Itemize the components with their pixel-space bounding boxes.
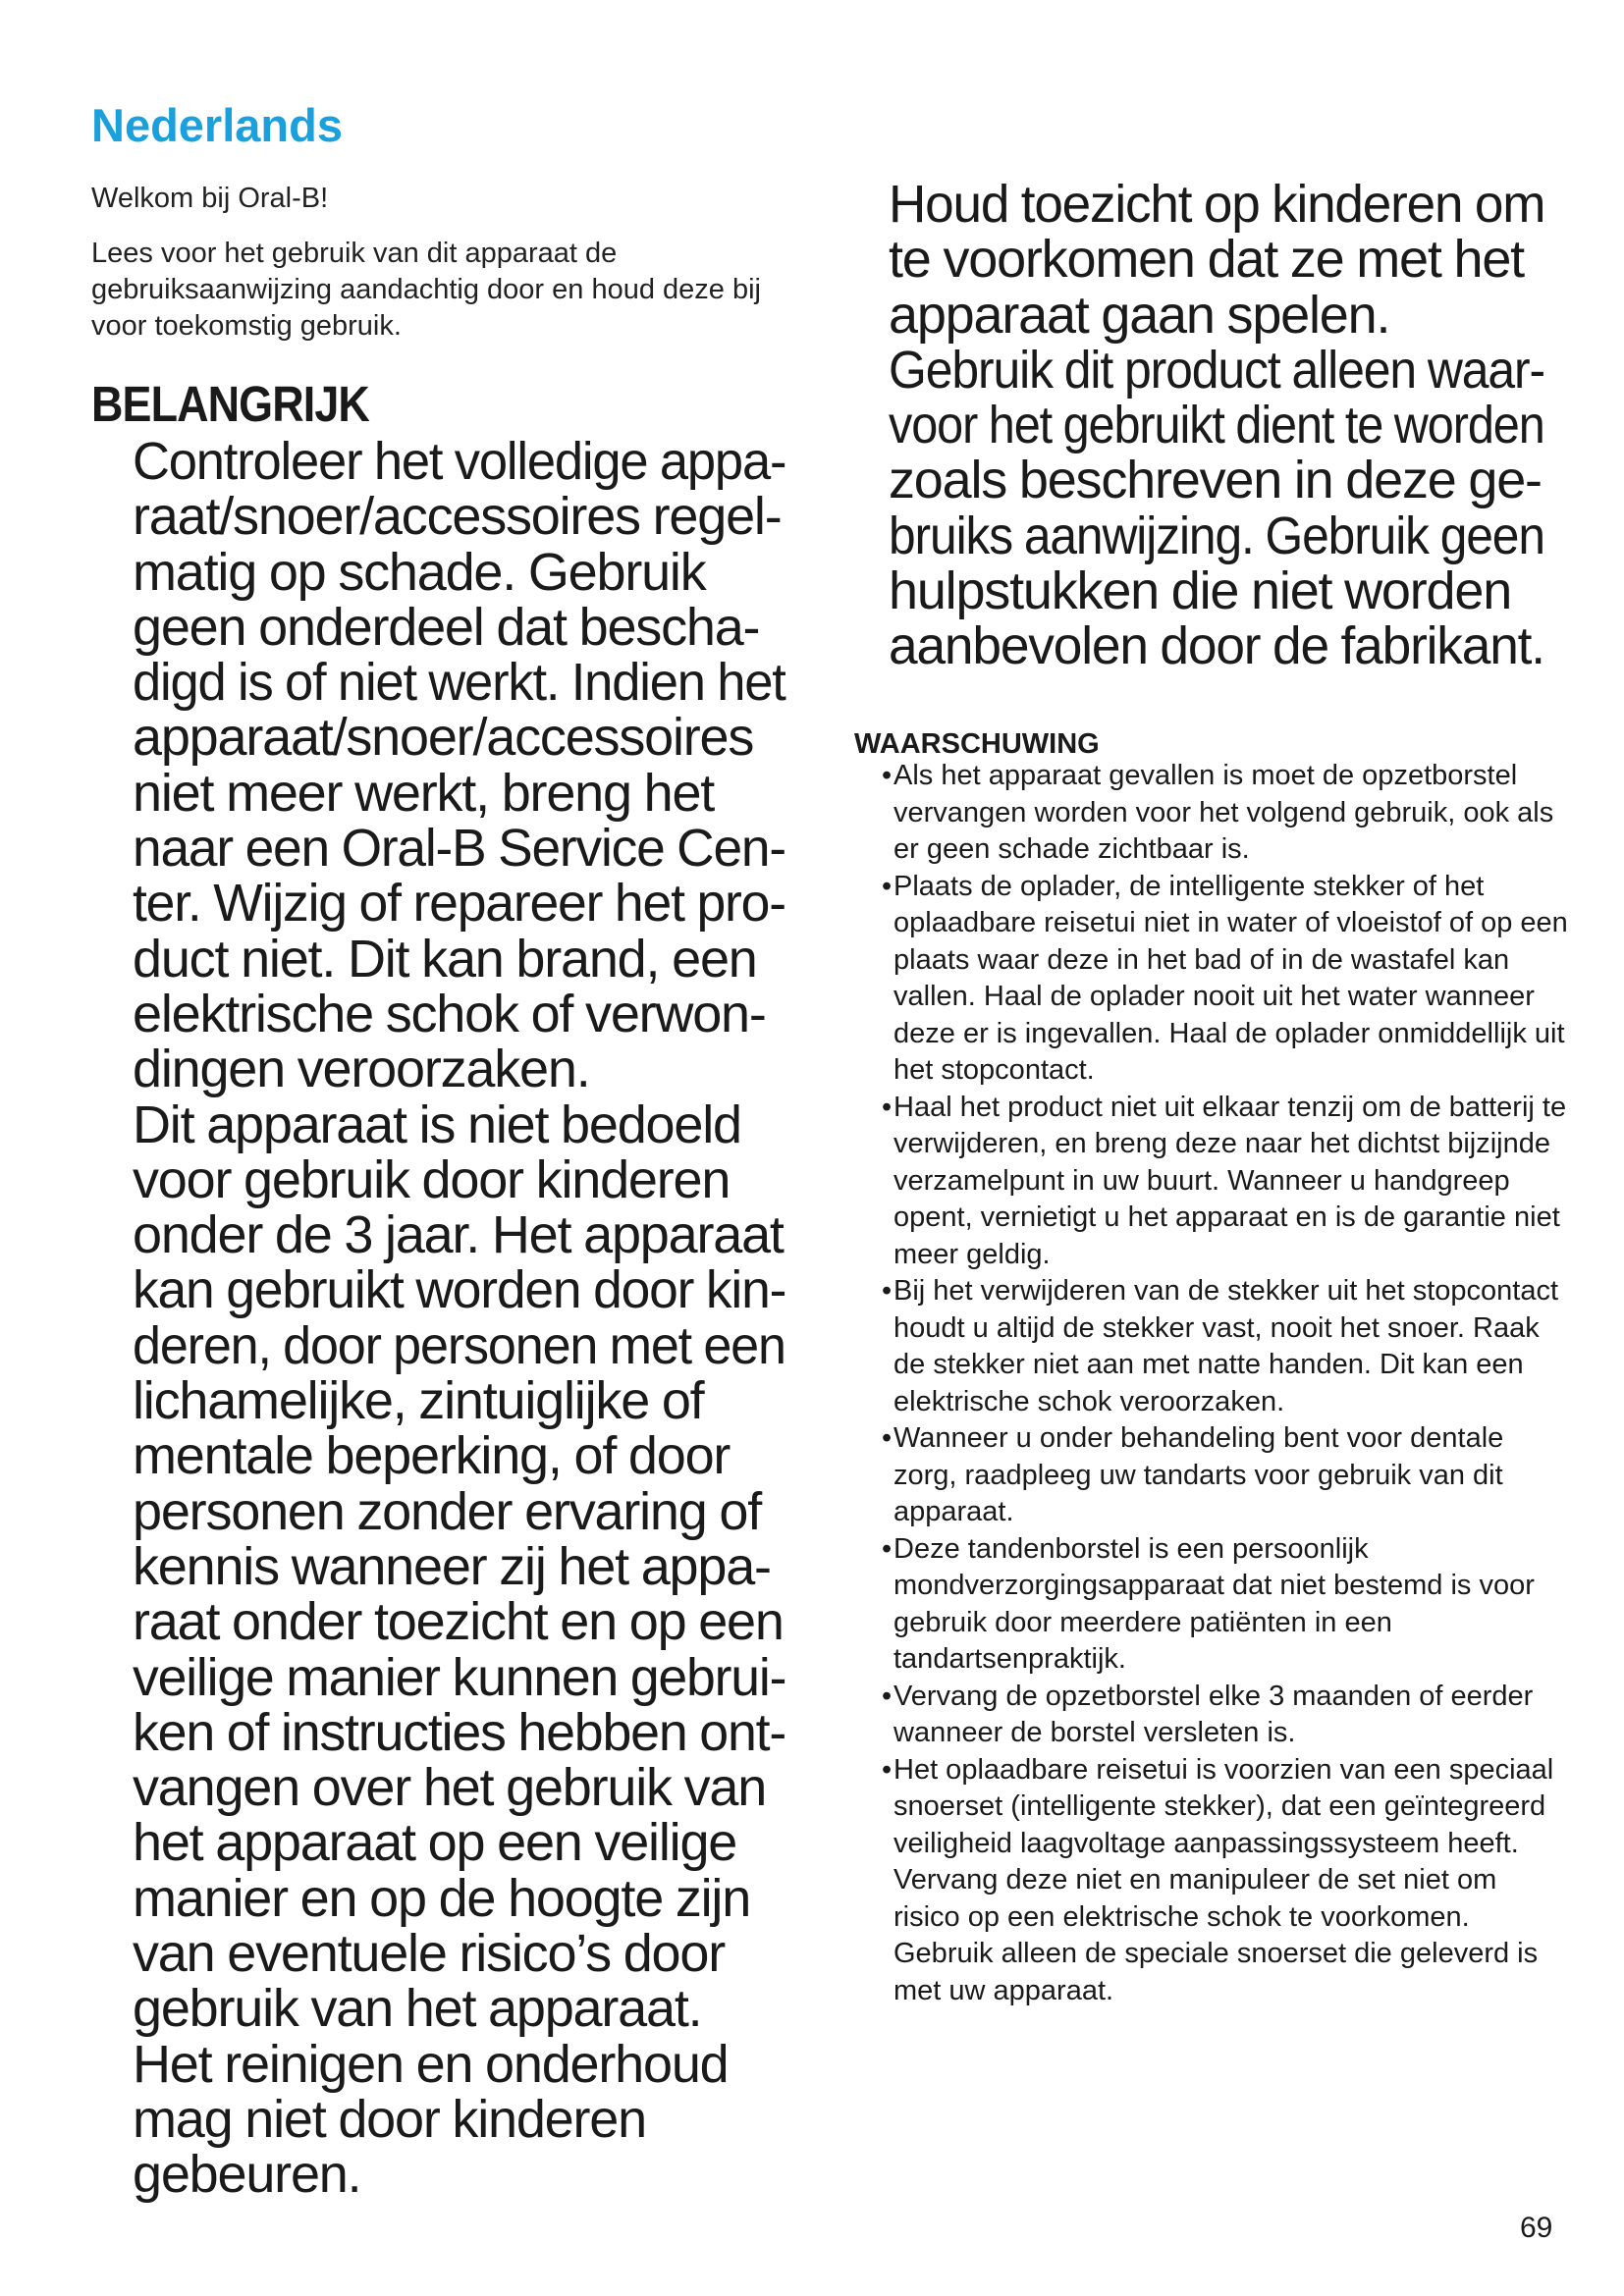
important-item-2-line: Het reinigen en onderhoud — [133, 2034, 729, 2094]
warning-text: Haal het product niet uit elkaar tenzij om de batterij te verwijderen, en breng deze naar het dichtst bijzijnde verzamelpunt in uw buurt. Wanneer u handgreep opent, vernietigt u het apparaat en is de garantie niet meer geldig. — [893, 1091, 1567, 1270]
important-item-1-line: het apparaat op een veilige — [133, 1813, 737, 1873]
important-item-1-line: deren, door personen met een — [133, 1315, 785, 1375]
important-item-4-line: zoals beschreven in deze ge- — [889, 451, 1542, 510]
warning-list-item — [882, 1531, 1569, 1679]
important-item-1-line: ken of instructies hebben ont- — [133, 1702, 786, 1762]
intro-text: Lees voor het gebruik van dit apparaat de gebruiksaanwijzing aandachtig door en houd deze bij voor toekomstig gebruik. — [91, 238, 761, 342]
important-item-0-line: niet meer werkt, breng het — [133, 763, 715, 823]
warning-list — [882, 758, 1569, 2009]
important-item-0-line: elektrische schok of verwon- — [133, 984, 766, 1043]
bullet-icon: • — [882, 1680, 893, 1712]
warning-text: Het oplaadbare reisetui is voorzien van een speciaal snoerset (intelligente stekker), dat een geïntegreerd veiligheid laagvoltage aanpassingssysteem heeft. Vervang deze niet en manipuleer de set niet om risico op een elektrische schok te voorkomen. Gebruik alleen de speciale snoerset die geleverd is met uw apparaat. — [893, 1753, 1554, 2006]
important-item-4-line: aanbevolen door de fabrikant. — [889, 616, 1544, 676]
important-item-1-line: mentale beperking, of door — [133, 1426, 731, 1486]
important-item-4-line: voor het gebruikt dient te worden — [889, 396, 1544, 455]
important-item-0-line: duct niet. Dit kan brand, een — [133, 929, 757, 988]
important-item-3-line: apparaat gaan spelen. — [889, 285, 1390, 345]
important-item-1-line: van eventuele risico’s door — [133, 1924, 725, 1984]
bullet-icon: • — [882, 760, 893, 791]
important-item-1-line: lichamelijke, zintuiglijke of — [133, 1371, 704, 1431]
important-item-0-line: matig op schade. Gebruik — [133, 542, 706, 602]
important-item-4-line: hulpstukken die niet worden — [889, 561, 1512, 621]
warning-heading: WAARSCHUWING — [854, 728, 1100, 760]
important-item-0-line: dingen veroorzaken. — [133, 1040, 590, 1099]
important-item-0-line: apparaat/snoer/accessoires — [133, 708, 754, 768]
important-item-1-line: personen zonder ervaring of — [133, 1481, 762, 1541]
warning-list-item — [882, 1752, 1569, 2010]
warning-list-item — [882, 1090, 1569, 1274]
important-item-0-line: Controleer het volledige appa- — [133, 432, 786, 491]
bullet-icon: • — [882, 1422, 893, 1454]
important-item-1-line: vangen over het gebruik van — [133, 1758, 767, 1818]
important-item-2-line: mag niet door kinderen — [133, 2089, 646, 2149]
bullet-icon: • — [882, 1091, 893, 1123]
important-right-column — [889, 177, 1617, 674]
important-item-2-line: gebeuren. — [133, 2145, 361, 2205]
important-item-1-line: raat onder toezicht en op een — [133, 1592, 784, 1652]
warning-text: Plaats de oplader, de intelligente stekker of het oplaadbare reisetui niet in water of vloeistof of op een plaats waar deze in het bad of in de wastafel kan vallen. Haal de oplader nooit uit het water wanneer deze er is ingevallen. Haal de oplader onmiddellijk uit het stopcontact. — [893, 870, 1568, 1086]
important-item-3-line: Houd toezicht op kinderen om — [889, 175, 1545, 234]
important-item-1-line: onder de 3 jaar. Het apparaat — [133, 1205, 784, 1265]
important-item-0-line: digd is of niet werkt. Indien het — [133, 653, 785, 713]
bullet-icon: • — [882, 870, 893, 902]
important-item-1-line: veilige manier kunnen gebrui- — [133, 1647, 786, 1707]
warning-list-item — [882, 1420, 1569, 1531]
important-item-1-line: kan gebruikt worden door kin- — [133, 1260, 786, 1320]
important-left-column — [133, 434, 809, 2203]
language-heading: Nederlands — [91, 99, 343, 151]
bullet-icon: • — [882, 1532, 893, 1565]
page-number: 69 — [1520, 2212, 1553, 2244]
bullet-icon: • — [882, 1753, 893, 1786]
warning-text: Wanneer u onder behandeling bent voor dentale zorg, raadpleeg uw tandarts voor gebruik van dit apparaat. — [893, 1422, 1504, 1527]
important-item-1-line: kennis wanneer zij het appa- — [133, 1536, 771, 1596]
important-item-0-line: ter. Wijzig of repareer het pro- — [133, 874, 785, 934]
important-item-1-line: manier en op de hoogte zijn — [133, 1868, 751, 1928]
welcome-text: Welkom bij Oral-B! — [91, 183, 329, 214]
warning-list-item — [882, 1679, 1569, 1752]
important-item-1-line: Dit apparaat is niet bedoeld — [133, 1095, 741, 1154]
warning-list-item — [882, 869, 1569, 1090]
warning-text: Als het apparaat gevallen is moet de opzetborstel vervangen worden voor het volgend gebruik, ook als er geen schade zichtbaar is. — [893, 760, 1554, 865]
bullet-icon: • — [882, 1275, 893, 1307]
important-item-4-line: bruiks aanwijzing. Gebruik geen — [889, 506, 1544, 565]
important-item-0-line: naar een Oral-B Service Cen- — [133, 819, 785, 879]
warning-text: Bij het verwijderen van de stekker uit het stopcontact houdt u altijd de stekker vast, nooit het snoer. Raak de stekker niet aan met natte handen. Dit kan een elektrische schok veroorzaken. — [893, 1275, 1559, 1417]
important-item-1-line: voor gebruik door kinderen — [133, 1149, 731, 1209]
warning-text: Deze tandenborstel is een persoonlijk mondverzorgingsapparaat dat niet bestemd is voor gebruik door meerdere patiënten in een tandartsenpraktijk. — [893, 1532, 1535, 1675]
important-heading: BELANGRIJK — [91, 376, 369, 432]
warning-text: Vervang de opzetborstel elke 3 maanden of eerder wanneer de borstel versleten is. — [893, 1680, 1534, 1748]
important-item-3-line: te voorkomen dat ze met het — [889, 230, 1524, 290]
important-item-4-line: Gebruik dit product alleen waar- — [889, 340, 1545, 400]
warning-list-item — [882, 1273, 1569, 1420]
important-item-0-line: geen onderdeel dat bescha- — [133, 597, 760, 657]
important-item-1-line: gebruik van het apparaat. — [133, 1979, 702, 2039]
important-item-0-line: raat/snoer/accessoires regel- — [133, 487, 782, 547]
warning-list-item — [882, 758, 1569, 869]
